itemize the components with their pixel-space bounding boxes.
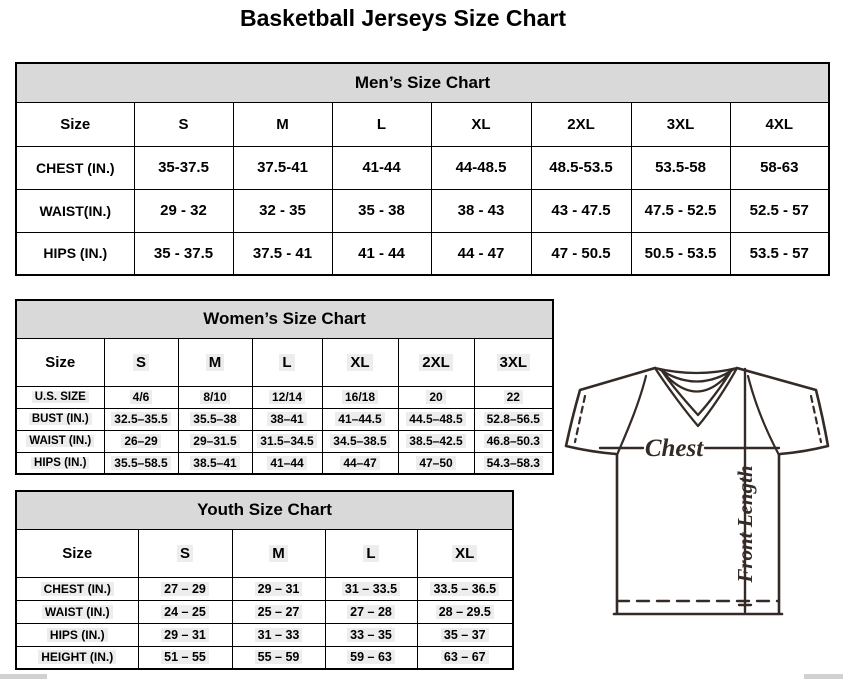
size-value-cell: 53.5 - 57 bbox=[730, 232, 829, 275]
size-value-cell bbox=[138, 577, 232, 600]
cell-text: 24 – 25 bbox=[161, 605, 209, 619]
cell-text: 63 – 67 bbox=[441, 650, 489, 664]
youth-table-title: Youth Size Chart bbox=[16, 491, 513, 529]
size-value-cell bbox=[252, 452, 322, 474]
size-value-cell bbox=[417, 623, 513, 646]
cell-text: 31 – 33 bbox=[255, 628, 303, 642]
size-value-cell bbox=[474, 452, 553, 474]
size-value-cell bbox=[325, 600, 417, 623]
row-label bbox=[16, 600, 138, 623]
size-value-cell bbox=[232, 600, 325, 623]
size-value-cell bbox=[398, 386, 474, 408]
cell-text: 31 – 33.5 bbox=[342, 582, 400, 596]
cell-text: 28 – 29.5 bbox=[436, 605, 494, 619]
men-table-row bbox=[16, 146, 829, 189]
women-table-row bbox=[16, 386, 553, 408]
size-value-cell bbox=[104, 386, 178, 408]
cell-text: 44.5–48.5 bbox=[406, 412, 465, 426]
womens-size-table bbox=[15, 299, 552, 475]
youth-size-table bbox=[15, 490, 512, 670]
men-column-header: L bbox=[332, 102, 431, 146]
cell-text: 59 – 63 bbox=[347, 650, 395, 664]
size-value-cell bbox=[325, 623, 417, 646]
cell-text: 52.8–56.5 bbox=[484, 412, 543, 426]
youth-column-header: Size bbox=[16, 529, 138, 577]
size-value-cell bbox=[252, 408, 322, 430]
size-value-cell bbox=[178, 452, 252, 474]
cell-text: 54.3–58.3 bbox=[484, 456, 543, 470]
women-column-header: Size bbox=[16, 338, 104, 386]
size-value-cell bbox=[398, 408, 474, 430]
mens-size-table bbox=[15, 62, 828, 276]
cell-text: 27 – 29 bbox=[161, 582, 209, 596]
size-value-cell: 50.5 - 53.5 bbox=[631, 232, 730, 275]
size-value-cell bbox=[322, 408, 398, 430]
size-value-cell bbox=[417, 577, 513, 600]
men-column-header: S bbox=[134, 102, 233, 146]
men-column-header: XL bbox=[431, 102, 531, 146]
chest-label: Chest bbox=[644, 435, 704, 462]
size-value-cell bbox=[398, 430, 474, 452]
youth-table-row bbox=[16, 600, 513, 623]
cell-text: CHEST (IN.) bbox=[41, 582, 114, 596]
scrollbar-fragment-left bbox=[0, 674, 47, 679]
men-table bbox=[15, 62, 830, 276]
row-label bbox=[16, 646, 138, 669]
men-column-header: 4XL bbox=[730, 102, 829, 146]
cell-text: 41–44.5 bbox=[335, 412, 384, 426]
cell-text: WAIST (IN.) bbox=[26, 435, 94, 447]
size-value-cell: 53.5-58 bbox=[631, 146, 730, 189]
size-value-cell bbox=[398, 452, 474, 474]
size-value-cell bbox=[104, 430, 178, 452]
size-value-cell bbox=[138, 623, 232, 646]
cell-text: BUST (IN.) bbox=[29, 413, 92, 425]
size-value-cell bbox=[178, 430, 252, 452]
size-value-cell: 35 - 37.5 bbox=[134, 232, 233, 275]
size-value-cell bbox=[104, 408, 178, 430]
cell-text: XL bbox=[347, 354, 372, 371]
women-table-row bbox=[16, 452, 553, 474]
size-value-cell bbox=[322, 430, 398, 452]
size-value-cell bbox=[417, 600, 513, 623]
size-value-cell bbox=[474, 430, 553, 452]
size-value-cell bbox=[252, 386, 322, 408]
row-label bbox=[16, 623, 138, 646]
women-column-header bbox=[252, 338, 322, 386]
women-table-title: Women’s Size Chart bbox=[16, 300, 553, 338]
men-column-header: M bbox=[233, 102, 332, 146]
cell-text: M bbox=[206, 354, 225, 371]
jersey-left-sleeve bbox=[566, 368, 655, 454]
size-value-cell bbox=[232, 646, 325, 669]
size-value-cell bbox=[322, 386, 398, 408]
size-value-cell: 52.5 - 57 bbox=[730, 189, 829, 232]
cell-text: 4/6 bbox=[130, 390, 153, 404]
size-value-cell: 43 - 47.5 bbox=[531, 189, 631, 232]
cell-text: 35.5–58.5 bbox=[111, 456, 170, 470]
cell-text: HIPS (IN.) bbox=[47, 628, 108, 642]
cell-text: 51 – 55 bbox=[161, 650, 209, 664]
size-value-cell: 29 - 32 bbox=[134, 189, 233, 232]
size-value-cell bbox=[138, 646, 232, 669]
men-column-header: 3XL bbox=[631, 102, 730, 146]
size-value-cell: 37.5-41 bbox=[233, 146, 332, 189]
size-value-cell bbox=[325, 577, 417, 600]
size-value-cell: 47.5 - 52.5 bbox=[631, 189, 730, 232]
cell-text: 8/10 bbox=[200, 390, 229, 404]
youth-column-header bbox=[232, 529, 325, 577]
women-table-row bbox=[16, 430, 553, 452]
size-value-cell: 35-37.5 bbox=[134, 146, 233, 189]
cell-text: 2XL bbox=[419, 354, 453, 371]
front-length-label: Front Length bbox=[733, 465, 757, 583]
cell-text: 44–47 bbox=[340, 456, 379, 470]
size-value-cell bbox=[178, 386, 252, 408]
size-value-cell bbox=[417, 646, 513, 669]
size-value-cell: 32 - 35 bbox=[233, 189, 332, 232]
youth-column-header bbox=[138, 529, 232, 577]
row-label: HIPS (IN.) bbox=[16, 232, 134, 275]
scrollbar-fragment-right bbox=[804, 674, 843, 679]
size-value-cell: 38 - 43 bbox=[431, 189, 531, 232]
size-value-cell: 41 - 44 bbox=[332, 232, 431, 275]
cell-text: 46.8–50.3 bbox=[484, 434, 543, 448]
size-value-cell bbox=[232, 577, 325, 600]
youth-column-header bbox=[325, 529, 417, 577]
row-label bbox=[16, 452, 104, 474]
cell-text: 33 – 35 bbox=[347, 628, 395, 642]
cell-text: 38.5–42.5 bbox=[406, 434, 465, 448]
size-value-cell bbox=[325, 646, 417, 669]
cell-text: 25 – 27 bbox=[255, 605, 303, 619]
cell-text: 35.5–38 bbox=[190, 412, 239, 426]
size-value-cell: 41-44 bbox=[332, 146, 431, 189]
women-column-header bbox=[398, 338, 474, 386]
size-value-cell bbox=[178, 408, 252, 430]
cell-text: 26–29 bbox=[121, 434, 160, 448]
row-label: CHEST (IN.) bbox=[16, 146, 134, 189]
cell-text: XL bbox=[452, 545, 477, 562]
men-table-title: Men’s Size Chart bbox=[16, 63, 829, 102]
cell-text: 33.5 – 36.5 bbox=[430, 582, 499, 596]
women-table-row bbox=[16, 408, 553, 430]
row-label bbox=[16, 430, 104, 452]
cell-text: 47–50 bbox=[416, 456, 455, 470]
cell-text: 35 – 37 bbox=[441, 628, 489, 642]
cell-text: 3XL bbox=[497, 354, 531, 371]
cell-text: 41–44 bbox=[267, 456, 306, 470]
cell-text: 12/14 bbox=[269, 390, 305, 404]
cell-text: 27 – 28 bbox=[347, 605, 395, 619]
women-column-header bbox=[178, 338, 252, 386]
cell-text: U.S. SIZE bbox=[32, 391, 89, 403]
size-value-cell bbox=[474, 408, 553, 430]
cell-text: 16/18 bbox=[342, 390, 378, 404]
cell-text: 20 bbox=[426, 390, 445, 404]
women-column-header bbox=[322, 338, 398, 386]
size-value-cell: 37.5 - 41 bbox=[233, 232, 332, 275]
cell-text: M bbox=[269, 545, 288, 562]
size-value-cell bbox=[252, 430, 322, 452]
row-label bbox=[16, 577, 138, 600]
cell-text: HEIGHT (IN.) bbox=[38, 650, 116, 664]
size-value-cell: 35 - 38 bbox=[332, 189, 431, 232]
men-column-header: Size bbox=[16, 102, 134, 146]
cell-text: S bbox=[177, 545, 193, 562]
size-value-cell bbox=[104, 452, 178, 474]
size-value-cell bbox=[138, 600, 232, 623]
cell-text: 34.5–38.5 bbox=[330, 434, 389, 448]
women-column-header bbox=[104, 338, 178, 386]
cell-text: 29 – 31 bbox=[161, 628, 209, 642]
size-value-cell: 58-63 bbox=[730, 146, 829, 189]
cell-text: 38–41 bbox=[267, 412, 306, 426]
cell-text: L bbox=[279, 354, 294, 371]
cell-text: WAIST (IN.) bbox=[42, 605, 113, 619]
cell-text: 29–31.5 bbox=[190, 434, 239, 448]
youth-table-row bbox=[16, 646, 513, 669]
women-column-header bbox=[474, 338, 553, 386]
cell-text: 38.5–41 bbox=[190, 456, 239, 470]
cell-text: L bbox=[363, 545, 378, 562]
row-label bbox=[16, 386, 104, 408]
youth-column-header bbox=[417, 529, 513, 577]
cell-text: 29 – 31 bbox=[255, 582, 303, 596]
youth-table-row bbox=[16, 577, 513, 600]
jersey-collar bbox=[655, 368, 737, 426]
size-value-cell: 44 - 47 bbox=[431, 232, 531, 275]
size-value-cell bbox=[474, 386, 553, 408]
men-table-row bbox=[16, 189, 829, 232]
men-table-row bbox=[16, 232, 829, 275]
cell-text: HIPS (IN.) bbox=[31, 457, 89, 469]
youth-table-row bbox=[16, 623, 513, 646]
cell-text: 22 bbox=[504, 390, 523, 404]
row-label: WAIST(IN.) bbox=[16, 189, 134, 232]
cell-text: 32.5–35.5 bbox=[111, 412, 170, 426]
size-value-cell bbox=[232, 623, 325, 646]
jersey-diagram bbox=[558, 356, 843, 628]
men-column-header: 2XL bbox=[531, 102, 631, 146]
size-value-cell: 48.5-53.5 bbox=[531, 146, 631, 189]
size-value-cell: 47 - 50.5 bbox=[531, 232, 631, 275]
women-table bbox=[15, 299, 554, 475]
page-title: Basketball Jerseys Size Chart bbox=[239, 5, 566, 31]
row-label bbox=[16, 408, 104, 430]
size-value-cell bbox=[322, 452, 398, 474]
cell-text: S bbox=[133, 354, 149, 371]
cell-text: 31.5–34.5 bbox=[257, 434, 316, 448]
size-value-cell: 44-48.5 bbox=[431, 146, 531, 189]
cell-text: 55 – 59 bbox=[255, 650, 303, 664]
youth-table bbox=[15, 490, 514, 670]
